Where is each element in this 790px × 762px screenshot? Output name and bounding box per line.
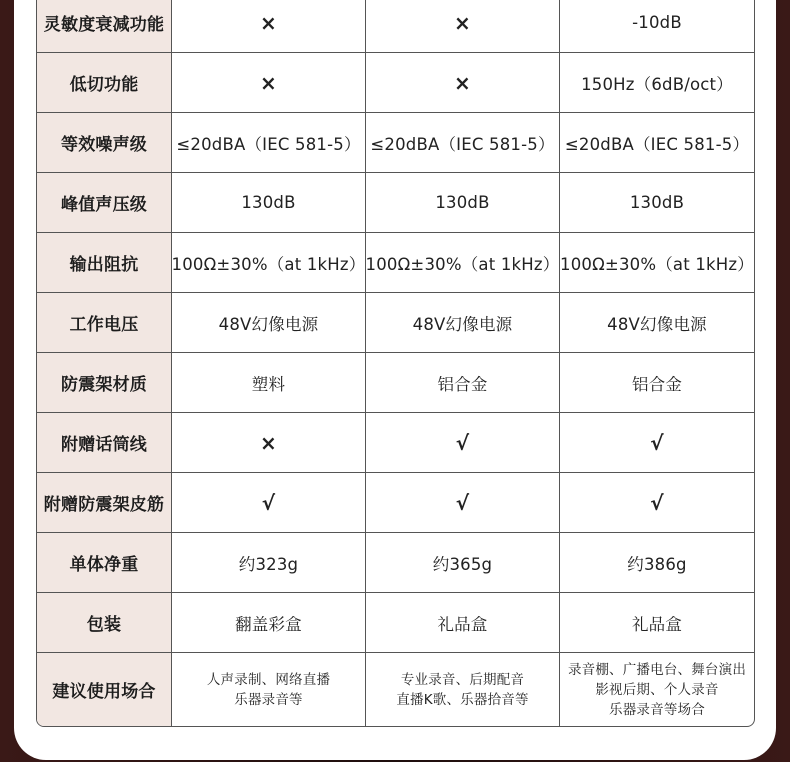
value-cell: 48V幻像电源 (366, 293, 560, 352)
value-cell: × (366, 0, 560, 52)
row-label: 峰值声压级 (37, 173, 172, 232)
table-row (37, 233, 754, 293)
row-label: 建议使用场合 (37, 653, 172, 726)
row-label: 输出阻抗 (37, 233, 172, 292)
table-row (37, 353, 754, 413)
value-cell: × (172, 53, 366, 112)
value-cell: -10dB (632, 13, 682, 32)
value-line: 乐器录音等 (234, 691, 303, 708)
value-line: 直播K歌、乐器拾音等 (396, 691, 529, 708)
table-row (37, 53, 754, 113)
value-line: 专业录音、后期配音 (400, 671, 525, 688)
table-row (37, 533, 754, 593)
table-row (37, 593, 754, 653)
value-cell: × (366, 53, 560, 112)
value-cell: 铝合金 (366, 353, 560, 412)
row-label: 低切功能 (37, 53, 172, 112)
row-label: 附赠防震架皮筋 (37, 473, 172, 532)
row-label: 附赠话筒线 (37, 413, 172, 472)
value-cell: 翻盖彩盒 (172, 593, 366, 652)
table-row (37, 293, 754, 353)
value-cell: 约386g (627, 554, 687, 574)
value-cell: 塑料 (172, 353, 366, 412)
value-cell: 48V幻像电源 (607, 314, 707, 334)
value-cell: 100Ω±30%（at 1kHz） (560, 254, 754, 274)
value-cell: 铝合金 (631, 374, 683, 394)
value-cell: 100Ω±30%（at 1kHz） (366, 233, 560, 292)
value-cell: 130dB (366, 173, 560, 232)
value-line: 影视后期、个人录音 (595, 681, 719, 698)
value-cell: 100Ω±30%（at 1kHz） (172, 233, 366, 292)
row-label: 等效噪声级 (37, 113, 172, 172)
value-cell: 130dB (629, 193, 685, 212)
value-cell: ≤20dBA（IEC 581-5） (366, 113, 560, 172)
value-cell: √ (366, 413, 560, 472)
value-cell: √ (650, 490, 664, 515)
value-cell (560, 653, 754, 726)
table-row (37, 0, 754, 53)
value-cell: √ (650, 430, 664, 455)
value-cell: × (172, 0, 366, 52)
row-label: 灵敏度衰减功能 (37, 0, 172, 52)
row-label: 防震架材质 (37, 353, 172, 412)
table-row (37, 473, 754, 533)
value-cell: 48V幻像电源 (172, 293, 366, 352)
value-line: 人声录制、网络直播 (206, 671, 331, 688)
row-label: 单体净重 (37, 533, 172, 592)
table-row (37, 113, 754, 173)
value-cell: √ (366, 473, 560, 532)
table-row (37, 413, 754, 473)
value-cell (366, 653, 560, 726)
value-cell (172, 653, 366, 726)
value-cell: 约323g (172, 533, 366, 592)
value-cell: ≤20dBA（IEC 581-5） (564, 134, 750, 154)
value-cell: √ (172, 473, 366, 532)
value-cell: ≤20dBA（IEC 581-5） (172, 113, 366, 172)
row-label: 包装 (37, 593, 172, 652)
value-cell: 130dB (172, 173, 366, 232)
value-cell: 礼品盒 (631, 614, 683, 634)
table-row (37, 653, 754, 726)
value-line: 录音棚、广播电台、舞台演出 (567, 661, 747, 678)
value-cell: 约365g (366, 533, 560, 592)
value-line: 乐器录音等场合 (609, 701, 705, 718)
value-cell: 150Hz（6dB/oct） (581, 74, 733, 94)
value-cell: × (172, 413, 366, 472)
table-row (37, 173, 754, 233)
row-label: 工作电压 (37, 293, 172, 352)
value-cell: 礼品盒 (366, 593, 560, 652)
spec-comparison-table (36, 0, 755, 727)
